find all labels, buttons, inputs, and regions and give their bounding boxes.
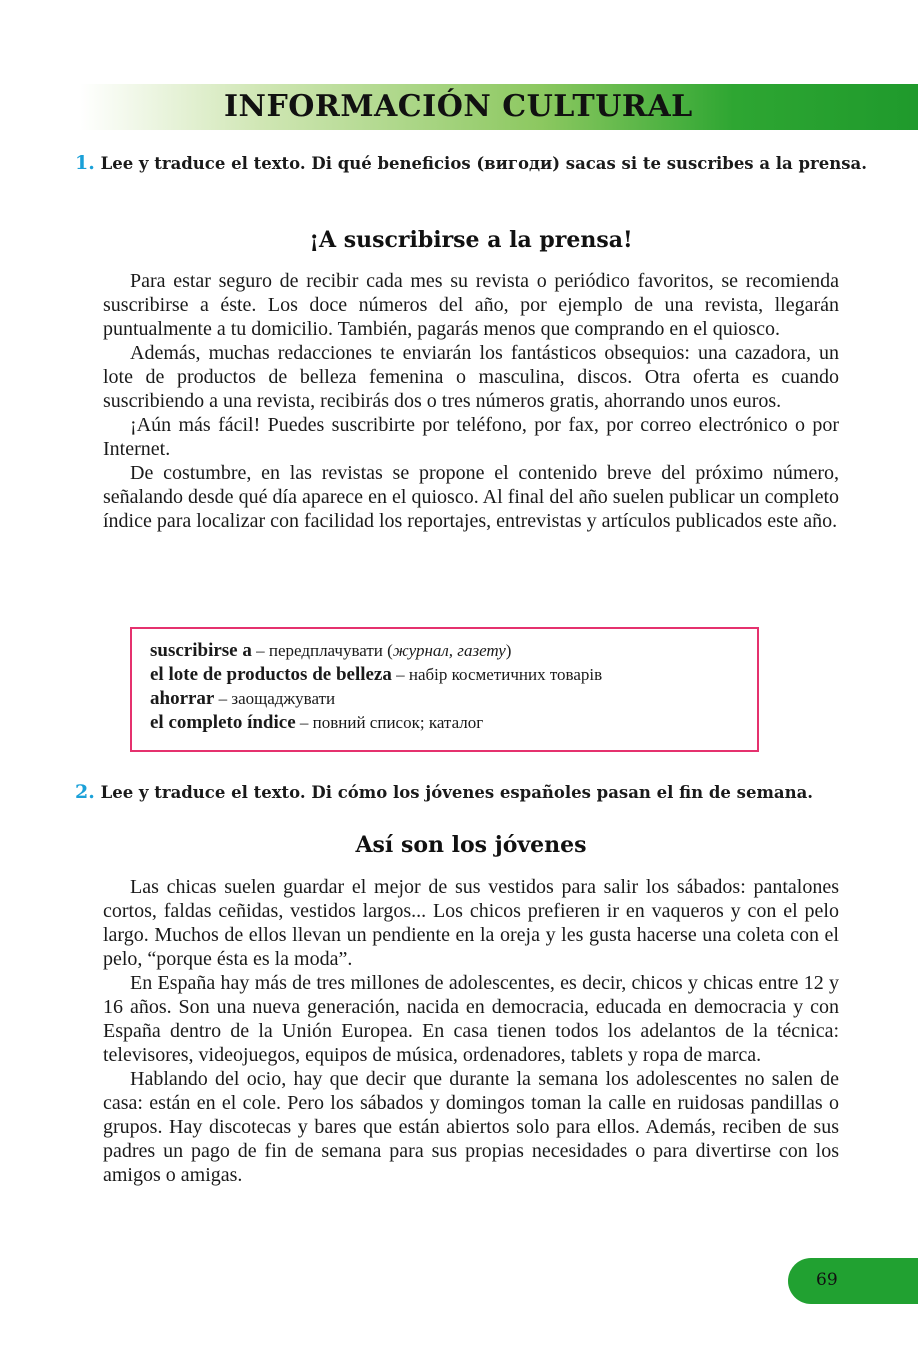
paragraph: Además, muchas redacciones te enviarán los fantásticos obsequios: una cazadora, un lote de productos de belleza femenina o masculina, discos. Otra oferta es cuando suscribiendo a una revista, recibirás dos o tres números gratis, ahorrando unos euros. [103, 342, 839, 412]
vocab-entry [150, 639, 757, 663]
article-1-title: ¡A suscribirse a la prensa! [309, 227, 633, 253]
paragraph: ¡Aún más fácil! Puedes suscribirte por teléfono, por fax, por correo electrónico o por Internet. [103, 414, 839, 460]
vocab-gloss: – набір косметичних товарів [391, 665, 603, 684]
vocab-gloss: – повний список; каталог [295, 713, 484, 732]
task-number: 1. [75, 152, 95, 174]
page-number: 69 [816, 1270, 838, 1290]
paragraph: En España hay más de tres millones de adolescentes, es decir, chicos y chicas entre 12 y 16 años. Son una nueva generación, nacida en democracia, educada en democracia y con España dentro de la Unión Europea. En casa tienen todos los adelantos de la técnica: televisores, videojuegos, equipos de música, ordenadores, tablets y ropa de marca. [103, 972, 839, 1066]
section-title: INFORMACIÓN CULTURAL [224, 89, 693, 124]
page-number-tab [788, 1258, 918, 1304]
vocab-note: журнал, газету [392, 641, 506, 660]
vocab-term: el completo índice [150, 712, 296, 733]
article-2-body [103, 875, 839, 1187]
vocab-term: ahorrar [150, 688, 215, 709]
paragraph: De costumbre, en las revistas se propone el contenido breve del próximo número, señalando desde qué día aparece en el quiosco. Al final del año suelen publicar un completo índice para localizar con facilidad los reportajes, entrevistas y artículos publicados este año. [103, 462, 839, 532]
vocabulary-box [130, 627, 759, 752]
task-text: Lee y traduce el texto. Di cómo los jóvenes españoles pasan el fin de semana. [100, 783, 814, 802]
vocab-gloss: – заощаджувати [214, 689, 336, 708]
vocab-entry [150, 687, 757, 711]
paragraph: Las chicas suelen guardar el mejor de sus vestidos para salir los sábados: pantalones cortos, faldas ceñidas, vestidos largos... Los chicos prefieren ir en vaqueros y con el pelo largo. Muchos de ellos llevan un pendiente en la oreja y les gusta hacerse una coleta con el pelo, “porque ésta es la moda”. [103, 876, 839, 970]
vocab-entry [150, 711, 757, 735]
vocab-term: suscribirse a [150, 640, 252, 661]
task-number: 2. [75, 781, 95, 803]
task-text: Lee y traduce el texto. Di qué beneficios (вигоди) sacas si te suscribes a la prensa. [100, 154, 867, 173]
task-1-instruction [75, 152, 873, 175]
vocab-entry [150, 663, 757, 687]
vocab-gloss: – передплачувати ( [251, 641, 393, 660]
article-1-body [103, 269, 839, 533]
vocab-close: ) [505, 641, 512, 660]
vocab-term: el lote de productos de belleza [150, 664, 392, 685]
task-2-instruction [75, 781, 845, 804]
paragraph: Para estar seguro de recibir cada mes su revista o periódico favoritos, se recomienda suscribirse a éste. Los doce números del año, por ejemplo de una revista, llegarán puntualmente a tu domicilio. También, pagarás menos que comprando en el quiosco. [103, 270, 839, 340]
paragraph: Hablando del ocio, hay que decir que durante la semana los adolescentes no salen de casa: están en el cole. Pero los sábados y domingos toman la calle en ruidosas pandillas o grupos. Hay discotecas y bares que están abiertos solo para ellos. Además, reciben de sus padres un pago de fin de semana para sus propias necesidades o para divertirse con los amigos o amigas. [103, 1068, 839, 1186]
article-2-title: Así son los jóvenes [355, 832, 587, 858]
